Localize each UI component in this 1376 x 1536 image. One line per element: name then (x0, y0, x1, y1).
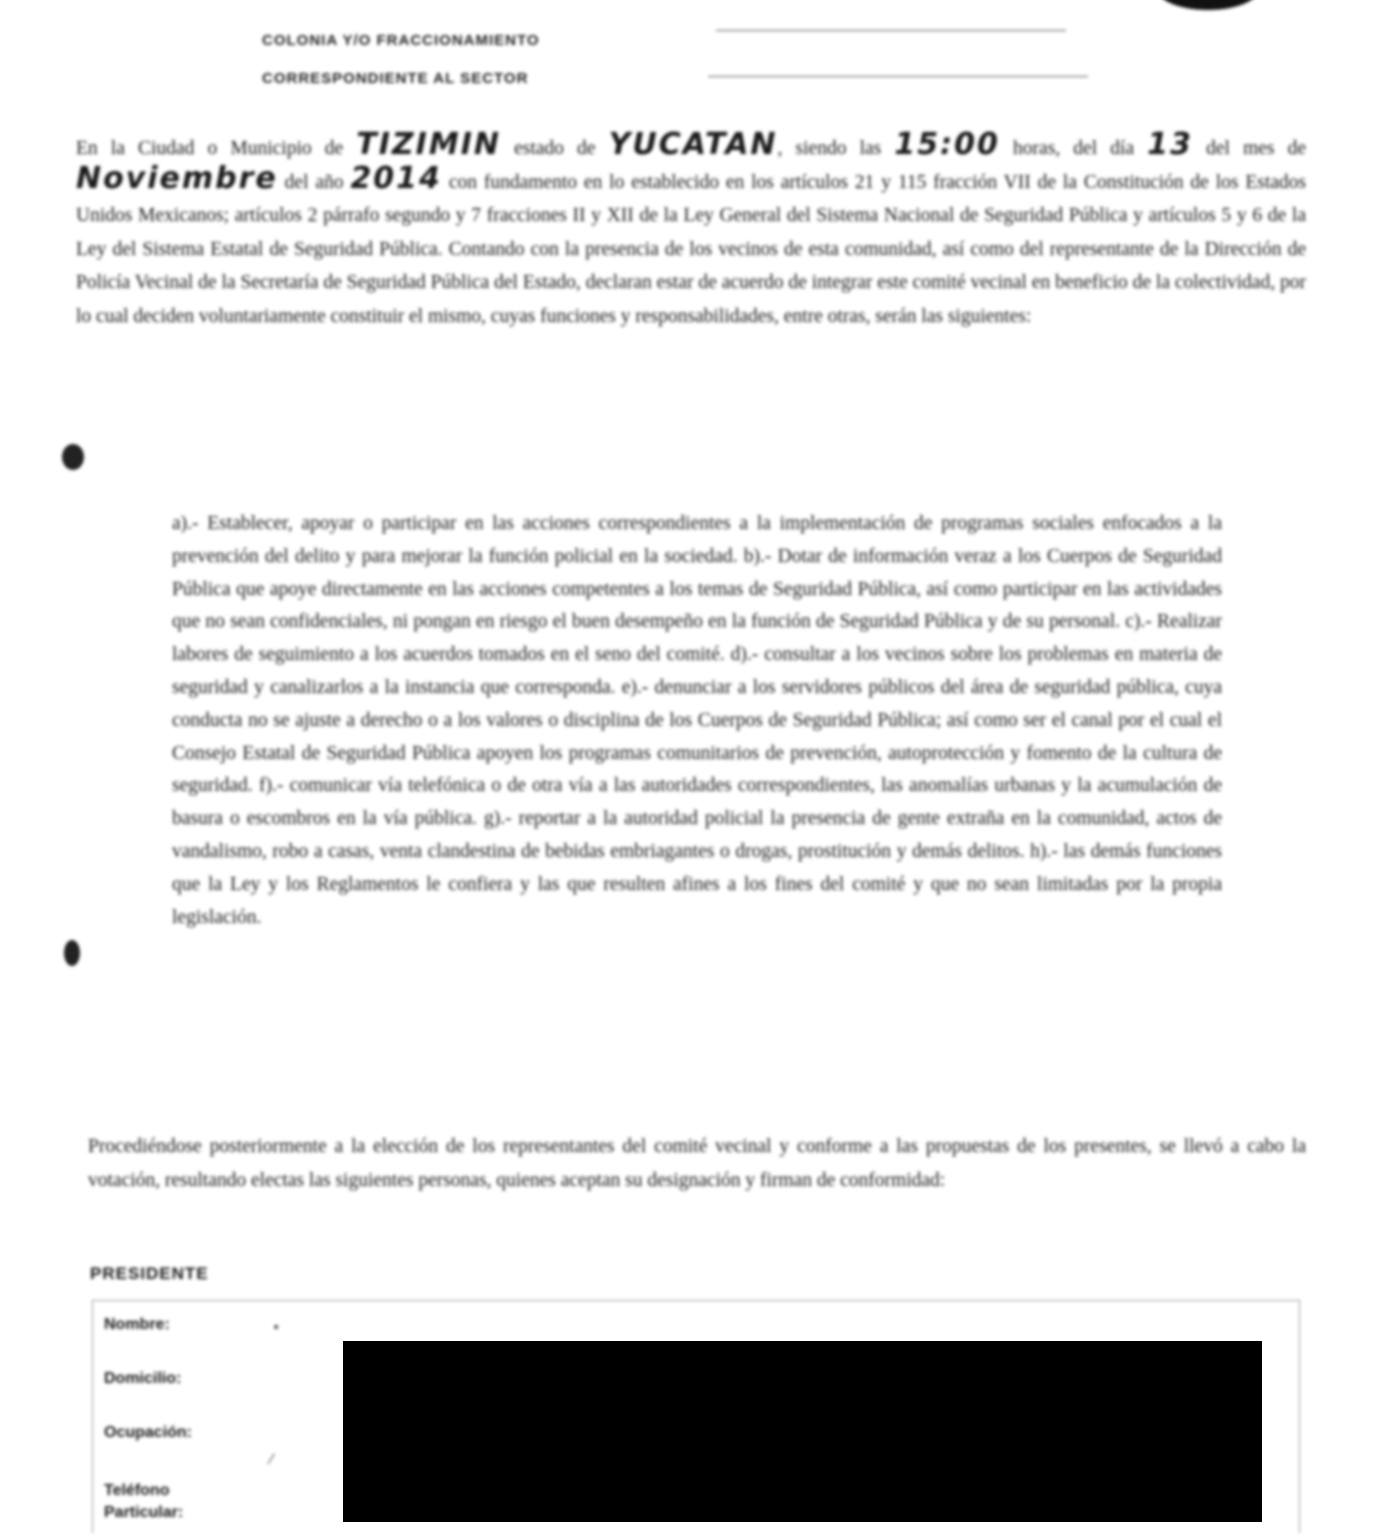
section-title-presidente: PRESIDENTE (90, 1264, 209, 1283)
corner-ink-blot (1158, 0, 1258, 10)
punch-hole-mark (62, 444, 84, 470)
handwritten-day: 13 (1147, 127, 1193, 162)
field-label-domicilio: Domicilio: (104, 1370, 182, 1387)
intro-text-5: del mes de (1206, 138, 1307, 159)
intro-text-1: En la Ciudad o Municipio de (76, 138, 344, 159)
handwritten-state: YUCATAN (608, 127, 778, 162)
intro-paragraph (76, 127, 1307, 334)
field-label-ocupacion: Ocupación: (104, 1424, 193, 1441)
intro-text-4: horas, del día (1013, 138, 1135, 159)
stray-pen-mark: ⁄ (270, 1452, 273, 1468)
header-colonia-handwritten-value (716, 30, 1066, 31)
header-sector-label: CORRESPONDIENTE AL SECTOR (262, 70, 529, 87)
handwritten-month: Noviembre (76, 160, 278, 196)
intro-text-3: , siendo las (777, 138, 882, 159)
handwritten-year: 2014 (350, 160, 442, 196)
field-label-telefono: Teléfono Particular: (104, 1482, 184, 1521)
header-colonia-label: COLONIA Y/O FRACCIONAMIENTO (262, 32, 540, 49)
election-paragraph: Procediéndose posteriormente a la elección de los representantes del comité vecinal y conforme a las propuestas de los presentes, se llevó a cabo la votación, resultando electas las siguientes personas, quienes aceptan su designación y firman de conformidad: (88, 1136, 1306, 1191)
header-sector-handwritten-value (708, 76, 1088, 77)
committee-functions-list: a).- Establecer, apoyar o participar en las acciones correspondientes a la implementación de programas sociales enfocados a la prevención del delito y para mejorar la función policial en la sociedad. b).- Dotar de información veraz a los Cuerpos de Seguridad Pública que apoye directamente en las acciones competentes a los temas de Seguridad Pública, así como participar en las actividades que no sean confidenciales, ni pongan en riesgo el buen desempeño en la función de Seguridad Pública y de su personal. c).- Realizar labores de seguimiento a los acuerdos tomados en el seno del comité. d).- consultar a los vecinos sobre los problemas en materia de seguridad y canalizarlos a la instancia que corresponda. e).- denunciar a los servidores públicos del área de seguridad pública, cuya conducta no se ajuste a derecho o a los valores o disciplina de los Cuerpos de Seguridad Pública; así como ser el canal por el cual el Consejo Estatal de Seguridad Pública apoyen los programas comunitarios de prevención, autoprotección y fomento de la cultura de seguridad. f).- comunicar vía telefónica o de otra vía a las autoridades correspondientes, las anomalías urbanas y la acumulación de basura o escombros en la vía pública. g).- reportar a la autoridad policial la presencia de gente extraña en la comunidad, actos de vandalismo, robo a casas, venta clandestina de bebidas embriagantes o drogas, prostitución y demás delitos. h).- las demás funciones que la Ley y los Reglamentos le confiera y las que resulten afines a los fines del comité y que no sean limitadas por la propia legislación. (172, 513, 1222, 928)
stray-pen-mark: • (272, 1320, 281, 1336)
intro-text-2: estado de (514, 138, 596, 159)
field-label-nombre: Nombre: (104, 1316, 170, 1333)
handwritten-city: TIZIMIN (356, 127, 501, 162)
handwritten-time: 15:00 (894, 127, 1000, 162)
intro-text-7: con fundamento en lo establecido en los artículos 21 y 115 fracción VII de la Constitución de los Estados Unidos Mexicanos; artículos 2 párrafo segundo y 7 fracciones II y XII de la Ley General del Sistema Nacional de Seguridad Pública y artículos 5 y 6 de la Ley del Sistema Estatal de Seguridad Pública. Contando con la presencia de los vecinos de esta comunidad, así como del representante de la Dirección de Policía Vecinal de la Secretaría de Seguridad Pública del Estado, declaran estar de acuerdo de integrar este comité vecinal en beneficio de la colectividad, por lo cual deciden voluntariamente constituir el mismo, cuyas funciones y responsabilidades, entre otras, serán las siguientes: (76, 171, 1307, 327)
punch-hole-mark (64, 940, 80, 966)
redaction-box (343, 1341, 1262, 1522)
intro-text-6: del año (284, 171, 344, 193)
